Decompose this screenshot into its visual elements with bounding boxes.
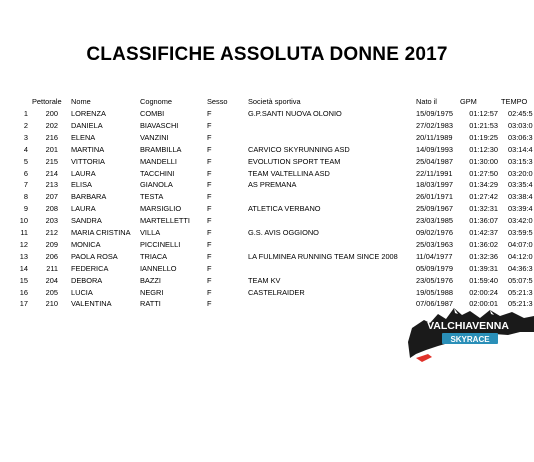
cell-position: 2 xyxy=(23,120,28,130)
cell-gpm: 01:32:36 xyxy=(469,251,498,261)
cell-gpm: 01:30:00 xyxy=(469,156,498,166)
cell-gpm: 01:12:30 xyxy=(469,144,498,154)
cell-sex: F xyxy=(207,228,212,237)
cell-club: ATLETICA VERBANO xyxy=(248,204,321,214)
cell-birth-date: 20/11/1989 xyxy=(416,132,453,142)
header-club: Società sportiva xyxy=(248,97,301,106)
cell-bib: 208 xyxy=(45,204,58,214)
table-row xyxy=(0,156,534,168)
cell-sex: F xyxy=(207,168,212,178)
cell-bib: 214 xyxy=(45,168,58,178)
cell-position: 12 xyxy=(19,239,28,249)
cell-last-name: COMBI xyxy=(140,109,165,118)
cell-first-name: PAOLA ROSA xyxy=(71,251,118,261)
cell-time: 03:59:5 xyxy=(508,228,533,237)
table-row xyxy=(0,179,534,191)
cell-time: 03:06:3 xyxy=(508,132,533,142)
cell-club: LA FULMINEA RUNNING TEAM SINCE 2008 xyxy=(248,251,398,261)
cell-first-name: LAURA xyxy=(71,204,96,214)
header-last-name: Cognome xyxy=(140,97,173,106)
cell-first-name: ELENA xyxy=(71,132,96,142)
cell-time: 03:39:4 xyxy=(508,204,533,214)
cell-time: 03:14:4 xyxy=(508,144,533,154)
cell-last-name: RATTI xyxy=(140,299,161,309)
cell-position: 1 xyxy=(23,109,28,118)
table-row xyxy=(0,120,534,132)
cell-gpm: 01:21:53 xyxy=(469,120,498,130)
cell-time: 04:12:0 xyxy=(508,251,533,261)
cell-sex: F xyxy=(207,192,212,202)
table-row xyxy=(0,191,534,203)
cell-time: 03:15:3 xyxy=(508,156,533,166)
cell-last-name: BRAMBILLA xyxy=(140,144,182,154)
cell-first-name: FEDERICA xyxy=(71,263,109,273)
cell-sex: F xyxy=(207,239,212,249)
cell-position: 14 xyxy=(19,263,28,273)
cell-last-name: PICCINELLI xyxy=(140,239,181,249)
cell-club: TEAM KV xyxy=(248,275,281,285)
cell-gpm: 01:19:25 xyxy=(469,132,498,142)
cell-gpm: 01:27:42 xyxy=(469,192,498,202)
cell-last-name: MARTELLETTI xyxy=(140,216,190,226)
table-row xyxy=(0,275,534,287)
cell-sex: F xyxy=(207,144,212,154)
cell-gpm: 01:36:07 xyxy=(469,216,498,226)
cell-sex: F xyxy=(207,251,212,261)
cell-birth-date: 14/09/1993 xyxy=(416,144,453,154)
cell-time: 04:36:3 xyxy=(508,263,533,273)
cell-first-name: VALENTINA xyxy=(71,299,112,309)
cell-time: 03:20:0 xyxy=(508,168,533,178)
cell-last-name: MANDELLI xyxy=(140,156,177,166)
header-birth-date: Nato il xyxy=(416,97,437,106)
cell-position: 15 xyxy=(19,275,28,285)
cell-position: 9 xyxy=(23,204,28,214)
cell-first-name: LAURA xyxy=(71,168,96,178)
cell-last-name: BAZZI xyxy=(140,275,161,285)
cell-gpm: 01:39:31 xyxy=(469,263,498,273)
cell-last-name: GIANOLA xyxy=(140,180,173,190)
cell-last-name: TRIACA xyxy=(140,251,168,261)
cell-position: 4 xyxy=(23,144,28,154)
cell-first-name: SANDRA xyxy=(71,216,102,226)
page-title: CLASSIFICHE ASSOLUTA DONNE 2017 xyxy=(86,44,448,65)
cell-bib: 212 xyxy=(45,228,58,237)
cell-sex: F xyxy=(207,299,212,309)
header-first-name: Nome xyxy=(71,97,91,106)
cell-time: 03:38:4 xyxy=(508,192,533,202)
cell-birth-date: 26/01/1971 xyxy=(416,192,453,202)
cell-bib: 216 xyxy=(45,132,58,142)
header-time: TEMPO xyxy=(501,97,528,106)
cell-time: 02:45:5 xyxy=(508,109,533,118)
cell-bib: 202 xyxy=(45,120,58,130)
cell-club: G.P.SANTI NUOVA OLONIO xyxy=(248,109,342,118)
cell-bib: 200 xyxy=(45,109,58,118)
cell-sex: F xyxy=(207,263,212,273)
table-row xyxy=(0,239,534,251)
cell-birth-date: 27/02/1983 xyxy=(416,120,453,130)
cell-position: 6 xyxy=(23,168,28,178)
cell-time: 04:07:0 xyxy=(508,239,533,249)
cell-birth-date: 18/03/1997 xyxy=(416,180,453,190)
cell-gpm: 01:59:40 xyxy=(469,275,498,285)
table-row xyxy=(0,215,534,227)
cell-last-name: BIAVASCHI xyxy=(140,120,179,130)
cell-birth-date: 15/09/1975 xyxy=(416,109,453,118)
cell-position: 11 xyxy=(20,228,28,237)
cell-time: 03:03:0 xyxy=(508,120,533,130)
cell-first-name: BARBARA xyxy=(71,192,107,202)
cell-club: AS PREMANA xyxy=(248,180,297,190)
cell-gpm: 02:00:01 xyxy=(469,299,498,309)
cell-position: 13 xyxy=(19,251,28,261)
cell-birth-date: 19/05/1988 xyxy=(416,287,453,297)
cell-sex: F xyxy=(207,275,212,285)
cell-time: 03:35:4 xyxy=(508,180,533,190)
cell-sex: F xyxy=(207,287,212,297)
header-bib: Pettorale xyxy=(32,97,62,106)
cell-birth-date: 25/03/1963 xyxy=(416,239,453,249)
cell-bib: 204 xyxy=(45,275,58,285)
cell-club: TEAM VALTELLINA ASD xyxy=(248,168,330,178)
cell-first-name: MARTINA xyxy=(71,144,105,154)
cell-position: 16 xyxy=(19,287,28,297)
cell-time: 05:07:5 xyxy=(508,275,533,285)
cell-bib: 209 xyxy=(45,239,58,249)
cell-birth-date: 25/09/1967 xyxy=(416,204,453,214)
cell-last-name: IANNELLO xyxy=(140,263,177,273)
cell-first-name: MARIA CRISTINA xyxy=(71,228,131,237)
cell-sex: F xyxy=(207,204,212,214)
cell-last-name: VILLA xyxy=(140,228,161,237)
cell-bib: 205 xyxy=(45,287,58,297)
cell-first-name: DANIELA xyxy=(71,120,103,130)
cell-bib: 201 xyxy=(45,144,58,154)
table-row xyxy=(0,168,534,180)
cell-sex: F xyxy=(207,109,212,118)
table-row xyxy=(0,263,534,275)
table-header xyxy=(0,96,534,108)
cell-birth-date: 22/11/1991 xyxy=(416,168,453,178)
table-row xyxy=(0,203,534,215)
cell-club: G.S. AVIS OGGIONO xyxy=(248,228,319,237)
cell-gpm: 01:36:02 xyxy=(469,239,498,249)
table-row xyxy=(0,108,534,120)
cell-time: 03:42:0 xyxy=(508,216,533,226)
cell-last-name: TACCHINI xyxy=(140,168,175,178)
cell-last-name: VANZINI xyxy=(140,132,169,142)
cell-gpm: 01:12:57 xyxy=(469,109,498,118)
cell-sex: F xyxy=(207,180,212,190)
table-row xyxy=(0,227,534,239)
cell-gpm: 01:32:31 xyxy=(469,204,498,214)
logo-line2: SKYRACE xyxy=(450,335,490,344)
cell-first-name: MONICA xyxy=(71,239,101,249)
cell-sex: F xyxy=(207,120,212,130)
cell-birth-date: 23/03/1985 xyxy=(416,216,453,226)
cell-last-name: TESTA xyxy=(140,192,164,202)
cell-birth-date: 07/06/1987 xyxy=(416,299,453,309)
cell-club: CASTELRAIDER xyxy=(248,287,305,297)
cell-first-name: VITTORIA xyxy=(71,156,105,166)
cell-bib: 211 xyxy=(46,263,58,273)
cell-first-name: DEBORA xyxy=(71,275,103,285)
cell-birth-date: 09/02/1976 xyxy=(416,228,453,237)
cell-birth-date: 25/04/1987 xyxy=(416,156,453,166)
cell-position: 5 xyxy=(23,156,28,166)
cell-position: 3 xyxy=(23,132,28,142)
table-row xyxy=(0,251,534,263)
table-row xyxy=(0,144,534,156)
cell-first-name: ELISA xyxy=(71,180,92,190)
cell-gpm: 02:00:24 xyxy=(469,287,498,297)
cell-bib: 215 xyxy=(45,156,58,166)
table-row xyxy=(0,132,534,144)
cell-position: 10 xyxy=(19,216,28,226)
cell-club: EVOLUTION SPORT TEAM xyxy=(248,156,341,166)
cell-birth-date: 11/04/1977 xyxy=(416,251,453,261)
cell-position: 7 xyxy=(23,180,28,190)
cell-gpm: 01:34:29 xyxy=(469,180,498,190)
table-row xyxy=(0,287,534,299)
cell-last-name: MARSIGLIO xyxy=(140,204,182,214)
cell-bib: 213 xyxy=(45,180,58,190)
cell-club: CARVICO SKYRUNNING ASD xyxy=(248,144,350,154)
cell-time: 05:21:3 xyxy=(508,287,533,297)
cell-bib: 210 xyxy=(45,299,58,309)
cell-last-name: NEGRI xyxy=(140,287,164,297)
cell-birth-date: 05/09/1979 xyxy=(416,263,453,273)
cell-gpm: 01:27:50 xyxy=(469,168,498,178)
cell-position: 8 xyxy=(23,192,28,202)
cell-sex: F xyxy=(207,132,212,142)
cell-first-name: LUCIA xyxy=(71,287,93,297)
cell-first-name: LORENZA xyxy=(71,109,106,118)
cell-sex: F xyxy=(207,216,212,226)
cell-time: 05:21:3 xyxy=(508,299,533,309)
cell-birth-date: 23/05/1976 xyxy=(416,275,453,285)
logo-line1: VALCHIAVENNA xyxy=(427,320,509,332)
cell-position: 17 xyxy=(19,299,28,309)
cell-gpm: 01:42:37 xyxy=(469,228,498,237)
header-gpm: GPM xyxy=(460,97,477,106)
cell-sex: F xyxy=(207,156,212,166)
cell-bib: 203 xyxy=(45,216,58,226)
cell-bib: 207 xyxy=(45,192,58,202)
header-sex: Sesso xyxy=(207,97,228,106)
valchiavenna-skyrace-logo xyxy=(408,302,534,366)
cell-bib: 206 xyxy=(45,251,58,261)
